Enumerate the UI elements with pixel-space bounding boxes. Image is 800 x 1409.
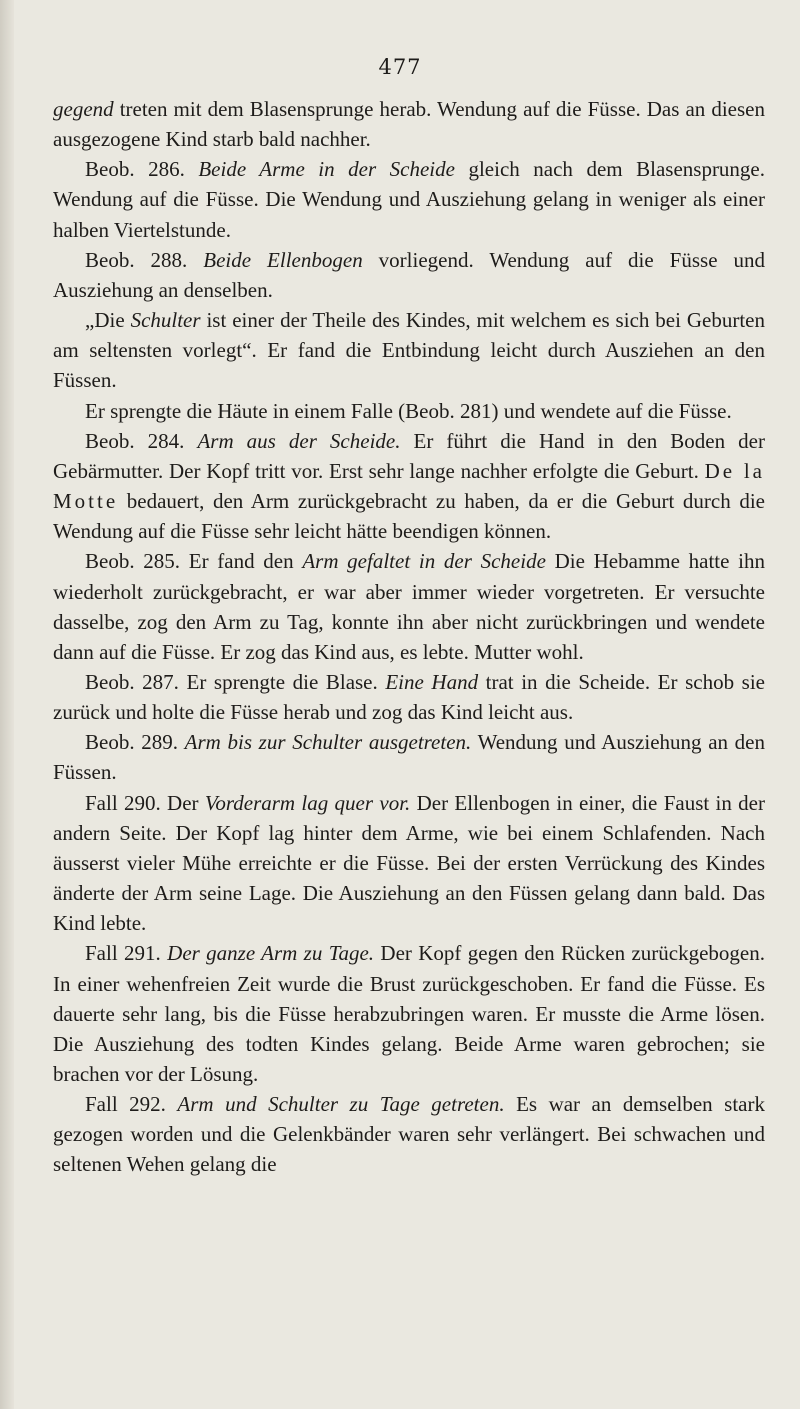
- italic-text: gegend: [53, 97, 114, 121]
- paragraph-lead: Beob. 284.: [85, 428, 198, 453]
- paragraph-text: Der Kopf gegen den Rücken zurückgebogen. In einer wehenfreien Zeit wurde die Brust zurückgeschoben. Er fand die Füsse. Es dauerte sehr lang, bis die Füsse herabzubringen waren. Er musste die Arme lösen. Die Ausziehung des todten Kindes gelang. Beide Arme waren gebrochen; sie brachen vor der Lösung.: [53, 941, 766, 1086]
- paragraph-beob-284: [53, 426, 765, 547]
- paragraph-text: treten mit dem Blasensprunge herab. Wendung auf die Füsse. Das an diesen ausgezogene Kind starb bald nachher.: [53, 97, 765, 152]
- paragraph-lead: Fall 292.: [85, 1092, 178, 1117]
- italic-text: Arm aus der Scheide.: [197, 428, 401, 453]
- paragraph-lead: „Die: [85, 308, 131, 333]
- paragraph-lead: Beob. 289.: [85, 730, 185, 755]
- paragraph-beob-285: [53, 546, 765, 667]
- italic-text: Beide Arme in der Scheide: [198, 157, 455, 182]
- italic-text: Der ganze Arm zu Tage.: [167, 941, 375, 966]
- paragraph-schulter-quote: [53, 305, 765, 395]
- page-binding-edge: [0, 0, 14, 1409]
- paragraph-text: Es war an demselben stark gezogen worden und die Gelenkbänder waren sehr verlängert. Bei schwachen und seltenen Wehen gelang die: [53, 1092, 765, 1177]
- italic-text: Arm und Schulter zu Tage getreten.: [177, 1092, 505, 1117]
- body-text: [53, 94, 765, 1180]
- paragraph-beob-288: [53, 245, 765, 305]
- paragraph-text: bedauert, den Arm zurückgebracht zu haben, da er die Geburt durch die Wendung auf die Füsse sehr leicht hätte beendigen können.: [53, 489, 765, 544]
- italic-text: Eine Hand: [385, 669, 479, 694]
- paragraph-beob-287: [53, 667, 765, 727]
- page-number: 477: [378, 55, 422, 79]
- paragraph-fall-291: [53, 938, 765, 1089]
- paragraph-text: Der Ellenbogen in einer, die Faust in der andern Seite. Der Kopf lag hinter dem Arme, wie bei einem Schlafenden. Nach äusserst vieler Mühe erreichte er die Füsse. Bei der ersten Verrückung des Kindes änderte der Arm seine Lage. Die Ausziehung an den Füssen gelang dann bald. Das Kind lebte.: [53, 790, 765, 936]
- italic-text: Arm gefaltet in der Scheide: [302, 549, 546, 574]
- paragraph-text: vorliegend. Wendung auf die Füsse und Ausziehung an denselben.: [53, 247, 765, 302]
- italic-text: Arm bis zur Schulter ausgetreten.: [184, 730, 472, 755]
- paragraph-text: trat in die Scheide. Er schob sie zurück und holte die Füsse herab und zog das Kind leicht aus.: [53, 669, 765, 725]
- spaced-author-name: De la Motte: [53, 458, 765, 514]
- paragraph-haeute: [53, 396, 765, 426]
- italic-text: Schulter: [130, 308, 201, 333]
- italic-text: Beide Ellenbogen: [203, 247, 363, 272]
- paragraph-lead: Fall 291.: [85, 941, 168, 966]
- paragraph-text: Wendung und Ausziehung an den Füssen.: [53, 730, 766, 785]
- paragraph-continuation: [53, 94, 765, 154]
- paragraph-lead: Beob. 285. Er fand den: [85, 549, 303, 574]
- paragraph-text: Die Hebamme hatte ihn wiederholt zurückgebracht, er war aber immer wieder vorgetreten. Er versuchte dasselbe, zog den Arm zu Tag, konnte ihn aber nicht zurückbringen und wendete dann auf die Füsse. Er zog das Kind aus, es lebte. Mutter wohl.: [53, 549, 765, 664]
- paragraph-lead: Beob. 286.: [85, 157, 199, 182]
- paragraph-text: Er sprengte die Häute in einem Falle (Beob. 281) und wendete auf die Füsse.: [85, 398, 732, 423]
- paragraph-lead: Beob. 287. Er sprengte die Blase.: [85, 669, 386, 694]
- paragraph-fall-290: [53, 788, 765, 939]
- paragraph-fall-292: [53, 1089, 765, 1179]
- paragraph-text: ist einer der Theile des Kindes, mit welchem es sich bei Geburten am seltensten vorlegt“. Er fand die Entbindung leicht durch Ausziehen an den Füssen.: [53, 308, 765, 393]
- paragraph-beob-286: [53, 154, 765, 244]
- italic-text: Vorderarm lag quer vor.: [204, 790, 411, 815]
- paragraph-text: Er führt die Hand in den Boden der Gebärmutter. Der Kopf tritt vor. Erst sehr lange nachher erfolgte die Geburt.: [53, 428, 765, 483]
- paragraph-lead: Fall 290. Der: [85, 790, 205, 815]
- paragraph-text: gleich nach dem Blasensprunge. Wendung auf die Füsse. Die Wendung und Ausziehung gelang in weniger als einer halben Viertelstunde.: [53, 157, 766, 242]
- paragraph-beob-289: [53, 727, 765, 787]
- paragraph-lead: Beob. 288.: [85, 247, 204, 272]
